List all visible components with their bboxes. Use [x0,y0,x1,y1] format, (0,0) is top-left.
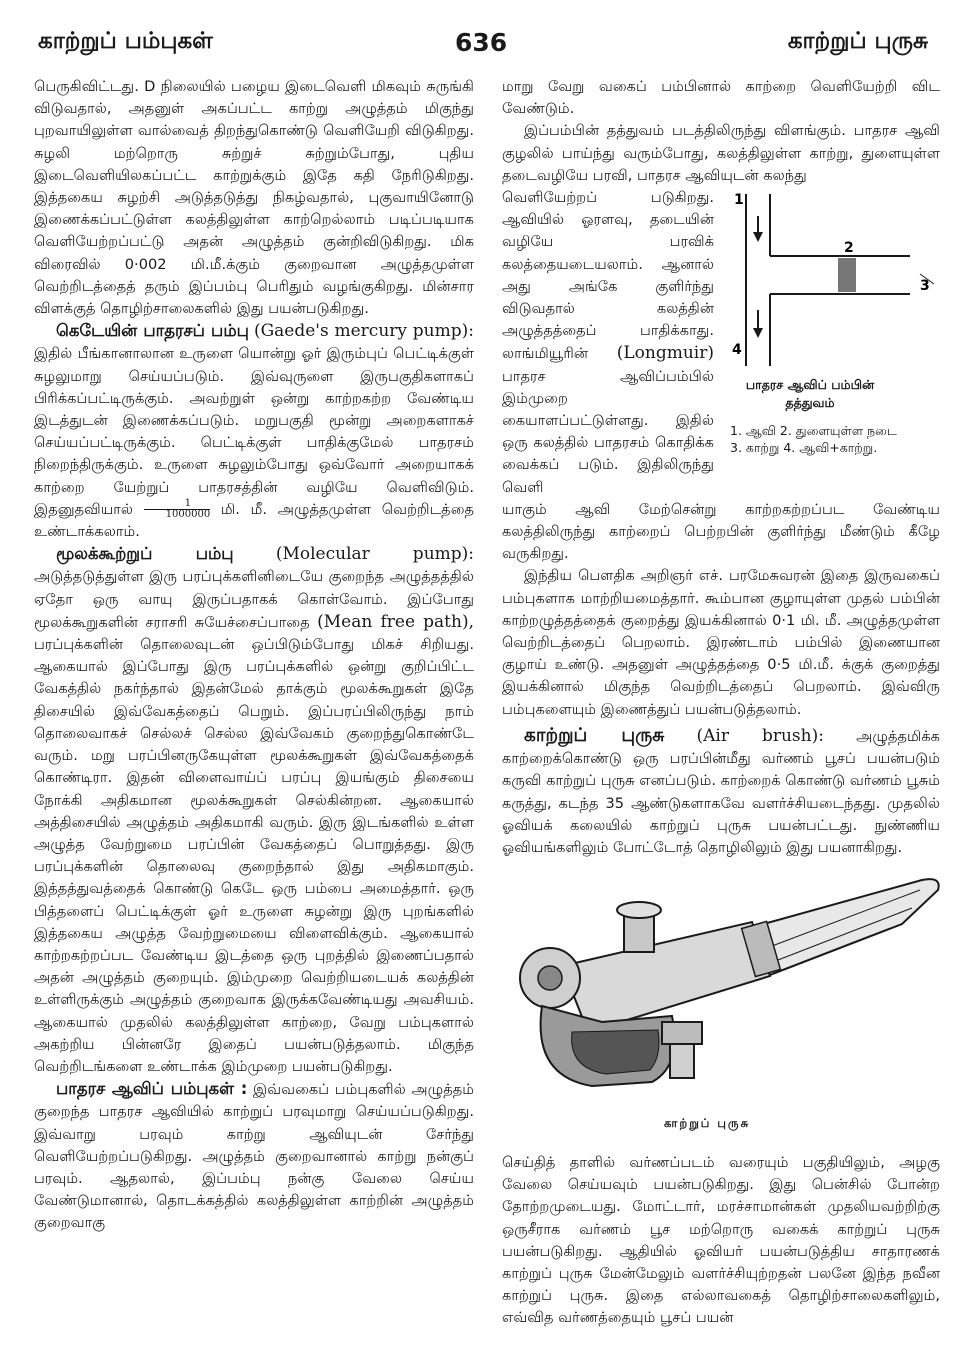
arrow-down-bottom-head [753,328,763,338]
figure-air-brush [502,846,950,1146]
right-column-bottom [502,1152,940,1330]
latin-longmuir: (Longmuir) [616,343,714,364]
running-header-right: காற்றுப் புருசு [787,28,928,54]
paragraph-parameswaran: இந்திய பௌதிக அறிஞர் எச். பரமேசுவரன் இதை இருவகைப் பம்புகளாக மாற்றியமைத்தார். கூம்பான குழாயுள்ள முதல் பம்பின் காற்றழுத்தத்தைக் குறைத்து இயக்கினால் 0·1 மி. மீ. அழுத்தமுள்ள வெற்றிடத்தைப் பெறலாம். இரண்டாம் பம்பில் இணையான குழாய் உண்டு. அதனுள் அழுத்தத்தை 0·5 மி.மீ. க்குக் குறைத்து இயக்கினால் மிகுந்த வெற்றிடத்தைப் பெறலாம். இவ்விரு பம்புகளையும் இணைத்துப் பயன்படுத்தலாம். [502,567,940,718]
air-brush-caption: காற்றுப் புருசு [664,1116,751,1130]
vapour-pump-caption-legend: 1. ஆவி 2. துளையுள்ள நடை 3. காற்று 4. ஆவி+காற்று. [730,423,897,455]
wrapped-text-block [502,187,714,499]
hose-connector [670,1044,694,1078]
text-air-brush: அழுத்தமிக்க காற்றைக்கொண்டு ஒரு பரப்பின்மீது வர்ணம் பூசப் பயன்படும் கருவி காற்றுப் புருசு எனப்படும். காற்றைக் கொண்டு வர்ணம் பூசும் கருத்து, கடந்த 35 ஆண்டுகளாகவே வளர்ச்சியடைந்தது. முதலில் ஓவியக் கலையில் காற்றுப் புருசு பயன்பட்டது. நுண்ணிய ஓவியங்களிலும் போட்டோத் தொழிலிலும் இது பயனாகிறது. [502,727,941,856]
paragraph-air-brush-uses: செய்தித் தாளில் வர்ணப்படம் வரையும் பகுதியிலும், அழகு வேலை செய்யவும் பயன்படுகிறது. இது பென்சில் போன்ற தோற்றமுடையது. மோட்டார், மரச்சாமான்கள் முதலியவற்றிற்கு ஒருசீராக வர்ணம் பூச மற்றொரு வகைக் காற்றுப் புருசு பயன்படுகிறது. ஆதியில் ஓவியர் பயன்படுத்திய சாதாரணக் காற்றுப் புருசு மேன்மேலும் வளர்ச்சியுற்றதன் பலனே இந்த நவீன காற்றுப் புருசு. இதை எல்லாவகைத் தொழிற்சாலைகளிலும், எவ்வித வர்ணத்தையும் பூசப் பயன் [502,1154,940,1327]
text-mercury-vapour-pumps: இவ்வகைப் பம்புகளில் அழுத்தம் குறைந்த பாதரச ஆவியில் காற்றுப் பரவுமாறு செய்யப்படுகிறது. இவ்வாறு பரவும் காற்று ஆவியுடன் சேர்ந்து வெளியேற்றப்படுகிறது. அழுத்தம் குறைவானால் காற்று நன்குப் பரவும். ஆதலால், இப்பம்பு நன்கு வேலை செய்ய வேண்டுமானால், தொடக்கத்தில் கலத்திலுள்ள காற்றின் அழுத்தம் குறைவாகு [34,1081,474,1232]
air-brush-illustration [502,846,950,1116]
paragraph-vapour-pump-principle [502,120,940,187]
latin-air-brush: (Air brush): [696,725,824,746]
label-1: 1 [734,192,744,208]
figure-vapour-pump [720,186,946,490]
latin-gaede-mercury-pump: (Gaede's mercury pump): [253,321,474,342]
term-mercury-vapour-pumps: பாதரச ஆவிப் பம்புகள் : [56,1079,248,1099]
text-principle-wrap2: பாதரச ஆவிப்பம்பில் இம்முறை கையாளப்பட்டுள்ளது. இதில் ஒரு கலத்தில் பாதரசம் கொதிக்க வைக்கப் படும். இதிலிருந்து வெளி [502,367,714,496]
text-molecular-pump-a: அடுத்தடுத்துள்ள இரு பரப்புக்களினிடையே குறைந்த அழுத்தத்தில் ஏதோ ஒரு வாயு இருப்பதாகக் கொள்வோம். இப்போது மூலக்கூறுகளின் சராசரி சுயேச்சைப்பாதை [34,568,474,631]
page-number: 636 [455,28,508,57]
vapour-pump-caption-title: பாதரச ஆவிப் பம்பின் தத்துவம் [745,377,875,410]
text-gaede-tail: மி. மீ. அழுத்தமுள்ள வெற்றிடத்தை உண்டாக்கலாம். [34,500,475,541]
paragraph-mercury-vapour-pumps [34,1078,474,1234]
paragraph-vapour-pump-rest: யாகும் ஆவி மேற்சென்று காற்றகற்றப்பட வேண்டிய கலத்திலிருந்து காற்றைப் பெற்றபின் குளிர்ந்து மீண்டும் கீழே வருகிறது. [502,500,940,563]
fraction-denominator: 1000000 [165,509,211,521]
paragraph-gaede-mercury-pump [34,320,474,543]
running-header-left: காற்றுப் பம்புகள் [38,28,213,54]
term-air-brush: காற்றுப் புருசு [524,724,665,746]
fraction-one-millionth [144,499,211,520]
hose-fitting [662,1022,702,1044]
latin-mean-free-path: (Mean free path), [317,611,475,632]
arrow-down-top-head [753,232,763,242]
text-molecular-pump-b: பரப்புக்களின் தொலைவுடன் ஒப்பிடும்போது மிகச் சிறியது. ஆகையால் இப்போது இரு பரப்புக்களில் ஒன்று குறிப்பிட்ட வேகத்தில் நகர்ந்தால் இதன்மேல் தாக்கும் மூலக்கூறுகள் இதே திசையில் இவ்வேகத்தைப் பெறும். இப்பரப்பிலிருந்து நாம் தொலைவாகச் செல்லச் செல்ல இவ்வேகம் குறைந்துகொண்டே வரும். மறு பரப்பினருகேயுள்ள மூலக்கூறுகள் இவ்வேகத்தைக் கொண்டிரா. இதன் விளைவாய்ப் பரப்பு இயங்கும் திசையை நோக்கி அதிகமான மூலக்கூறுகள் செல்கின்றன. ஆகையால் அத்திசையில் அழுத்தம் அதிகமாகி வரும். இரு இடங்களில் உள்ள அழுத்த வேற்றுமை பரப்பின் வேகத்தைப் பொறுத்தது. இரு பரப்புக்களின் தொலைவு குறைந்தால் இது அதிகமாகும். இத்தத்துவத்தைக் கொண்டு கெடே ஒரு பம்பை அமைத்தார். ஒரு பித்தளைப் பெட்டிக்குள் ஓர் உருளை சுழன்று இரு புறங்களில் இத்தகைய அழுத்த வேற்றுமையை விளைவிக்கும். ஆகையால் காற்றகற்றப்பட வேண்டிய இடத்தை ஒரு புறத்தில் இணைப்பதால் அதன் அழுத்தம் குறையும். இம்முறை வெற்றியடையக் கலத்தின் உள்ளிருக்கும் அழுத்தம் குறைவாக இருக்கவேண்டியது அவசியம். ஆகையால் முதலில் கலத்திலுள்ள காற்றை, வேறு பம்புகளால் அகற்றிய பின்னரே இதைப் பயன்படுத்தலாம். மிகுந்த வெற்றிடங்களை உண்டாக்க இம்முறை பயன்படுகிறது. [34,636,474,1075]
label-2: 2 [844,240,854,256]
text-gaede-mercury-pump: இதில் பீங்கானாலான உருளை யொன்று ஓர் இரும்புப் பெட்டிக்குள் சுழலுமாறு செய்யப்படும். இவ்வுருளை இருபகுதிகளாகப் பிரிக்கப்பட்டிருக்கும். அவற்றுள் ஒன்று காற்றகற்ற வேண்டிய இடத்துடன் இணைக்கப்படும். மறுபகுதி மூன்று அறைகளாகச் செய்யப்பட்டிருக்கும். பெட்டிக்குள் பாதிக்குமேல் பாதரசம் நிறைந்திருக்கும். உருளை சுழலும்போது ஒவ்வோர் அறையாகக் காற்றை யேற்றுப் பாதரசத்தின் வழியே வெளிவிடும். இதனுதவியால் [34,345,474,518]
term-gaede-mercury-pump: கெடேயின் பாதரசப் பம்பு [56,321,249,341]
left-column [34,76,474,1235]
fraction-numerator: 1 [144,499,211,510]
text-principle-wrap: வெளியேற்றப் படுகிறது. ஆவியில் ஓரளவு, தடையின் வழியே பரவிக் கலத்தையடையலாம். ஆனால் அது அங்கே குளிர்ந்து விடுவதால் கலத்தின் அழுத்தத்தைப் பாதிக்காது. லாங்மியூரின் [502,189,714,363]
term-molecular-pump: மூலக்கூற்றுப் பம்பு [56,544,234,564]
paragraph-air-brush [502,725,940,859]
label-4: 4 [732,342,742,358]
paragraph-vapour-pump-continued: மாறு வேறு வகைப் பம்பினால் காற்றை வெளியேற்றி விட வேண்டும். [502,78,940,118]
paragraph-molecular-pump [34,543,474,1078]
valve-cap [617,902,661,918]
nozzle-tip [538,966,562,990]
label-3: 3 [920,278,930,294]
air-brush-barrel [562,922,770,1032]
text-principle-top: இப்பம்பின் தத்துவம் படத்திலிருந்து விளங்கும். பாதரச ஆவி குழலில் பாய்ந்து வரும்போது, கலத்திலுள்ள காற்று, துளையுள்ள தடைவழியே பரவி, பாதரச ஆவியுடன் கலந்து [502,122,940,184]
latin-molecular-pump: (Molecular pump): [275,544,475,565]
porous-barrier [838,258,856,292]
paragraph-rotary-pump-end: பெருகிவிட்டது. D நிலையில் பழைய இடைவெளி மிகவும் சுருங்கி விடுவதால், அதனுள் அகப்பட்ட காற்று அழுத்தம் மிகுந்து புறவாயிலுள்ள வால்வைத் திறந்துகொண்டு வெளியேறி விடுகிறது. சுழலி மற்றொரு சுற்றுச் சுற்றும்போது, புதிய இடைவெளியிலகப்பட்ட காற்றுக்கும் இதே கதி நேரிடுகிறது. இத்தகைய சுழற்சி அடுத்தடுத்து நிகழ்வதால், புகுவாயினோடு இணைக்கப்பட்டுள்ள கலத்திலுள்ள காற்றெல்லாம் படிப்படியாக வெளியேற்றப்பட்டு அதன் அழுத்தம் குன்றிவிடுகிறது. மிக விரைவில் 0·002 மி.மீ.க்கும் குறைவான அழுத்தமுள்ள வெற்றிடத்தைத் தரும் இப்பம்பு பெரிதும் வழங்குகிறது. மின்சார விளக்குத் தொழிற்சாலைகளில் இது பயன்படுகிறது. [34,78,474,318]
vapour-pump-diagram [720,186,946,376]
